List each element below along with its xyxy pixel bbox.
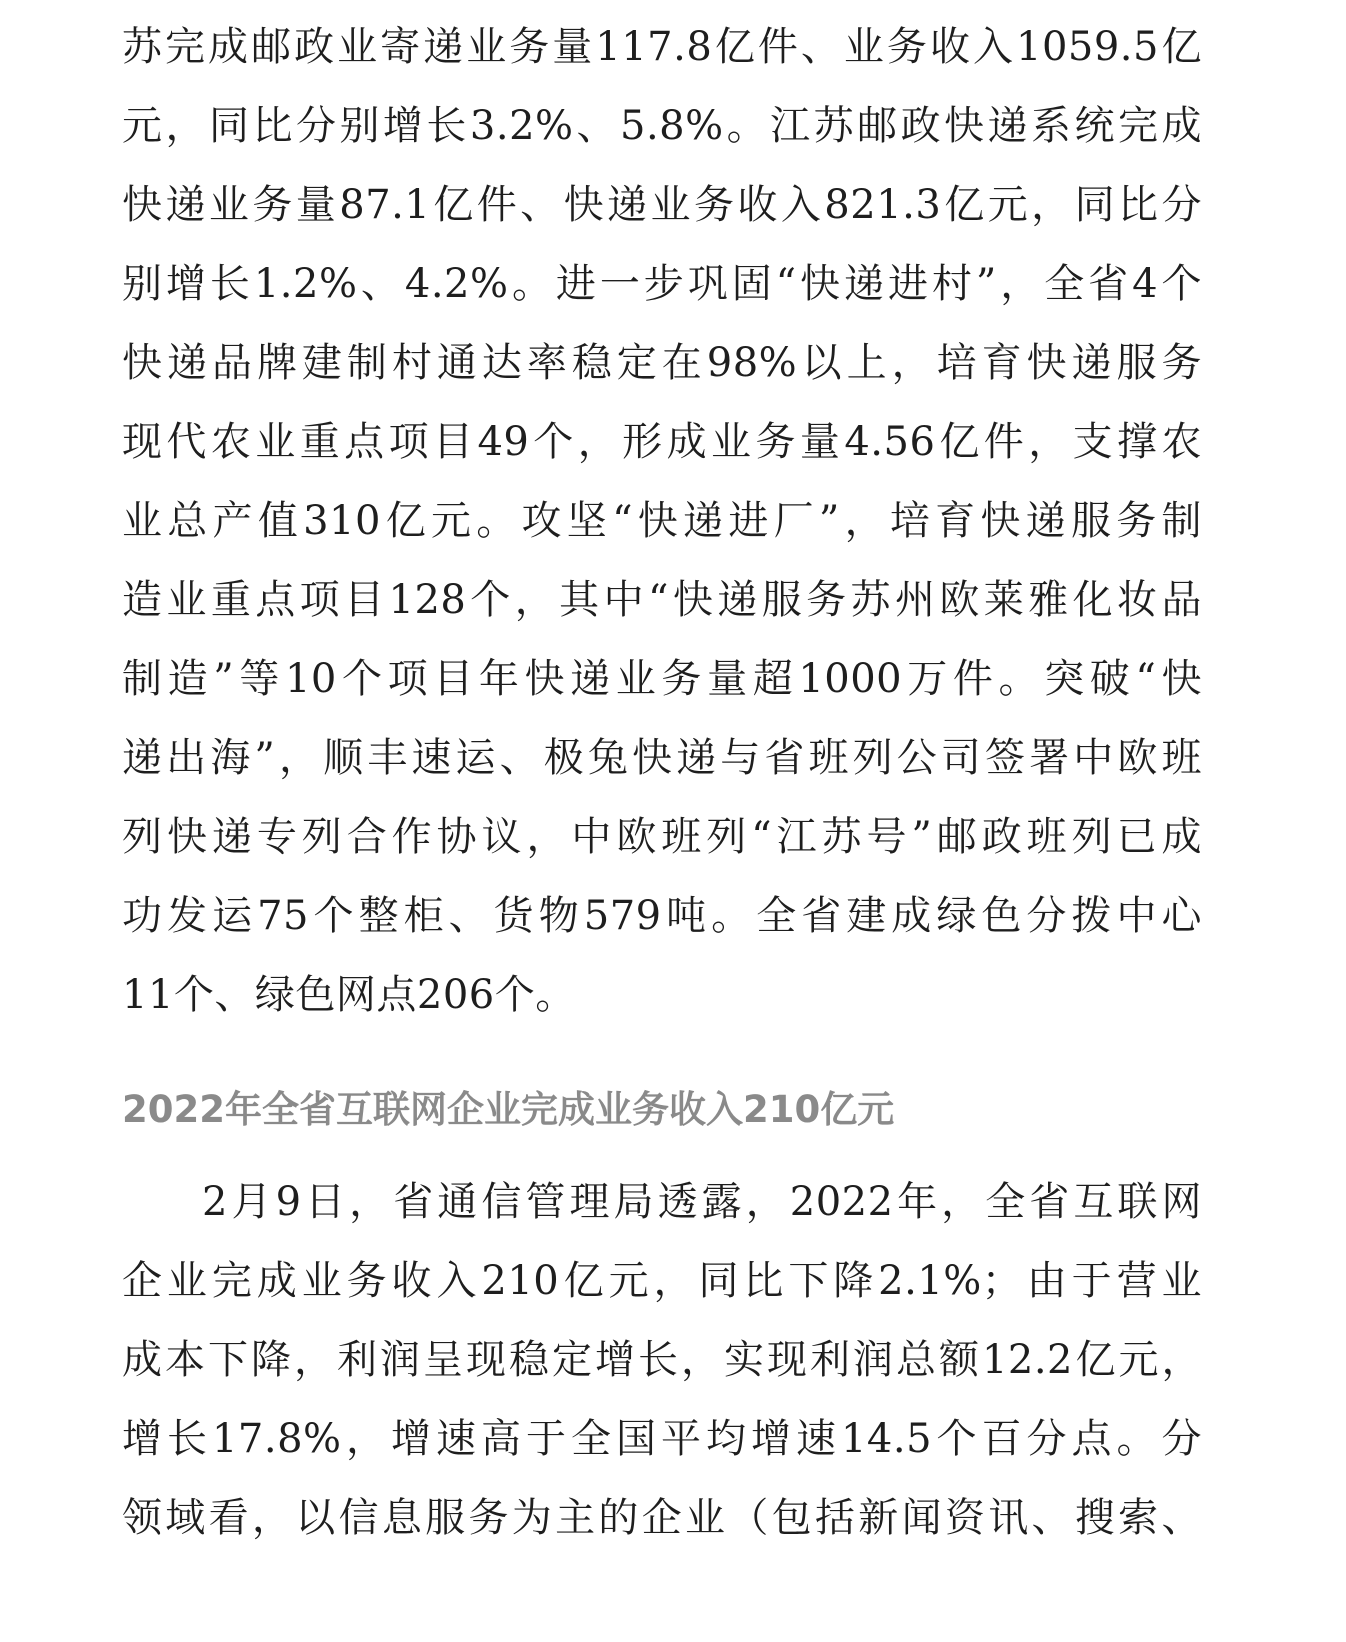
paragraph-line: 现代农业重点项目49个，形成业务量4.56亿件，支撑农 [122, 419, 1202, 465]
paragraph-line: 苏完成邮政业寄递业务量117.8亿件、业务收入1059.5亿 [122, 24, 1202, 70]
paragraph-postal-express [122, 8, 1202, 1035]
paragraph-line: 别增长1.2%、4.2%。进一步巩固“快递进村”，全省4个 [122, 261, 1202, 307]
paragraph-line: 元，同比分别增长3.2%、5.8%。江苏邮政快递系统完成 [122, 103, 1202, 149]
paragraph-line: 快递品牌建制村通达率稳定在98%以上，培育快递服务 [122, 340, 1202, 386]
paragraph-line: 领域看，以信息服务为主的企业（包括新闻资讯、搜索、 [122, 1495, 1202, 1541]
paragraph-line: 成本下降，利润呈现稳定增长，实现利润总额12.2亿元， [122, 1337, 1202, 1383]
paragraph-line: 列快递专列合作协议，中欧班列“江苏号”邮政班列已成 [122, 814, 1202, 860]
paragraph-line: 递出海”，顺丰速运、极兔快递与省班列公司签署中欧班 [122, 735, 1202, 781]
paragraph-line: 快递业务量87.1亿件、快递业务收入821.3亿元，同比分 [122, 182, 1202, 228]
paragraph-line: 2月9日，省通信管理局透露，2022年，全省互联网 [202, 1179, 1202, 1225]
paragraph-internet-enterprises [122, 1163, 1202, 1558]
paragraph-line: 11个、绿色网点206个。 [122, 972, 576, 1018]
paragraph-line: 业总产值310亿元。攻坚“快递进厂”，培育快递服务制 [122, 498, 1202, 544]
paragraph-line: 企业完成业务收入210亿元，同比下降2.1%；由于营业 [122, 1258, 1202, 1304]
paragraph-line: 功发运75个整柜、货物579吨。全省建成绿色分拨中心 [122, 893, 1202, 939]
section-heading: 2022年全省互联网企业完成业务收入210亿元 [122, 1088, 895, 1131]
paragraph-line: 造业重点项目128个，其中“快递服务苏州欧莱雅化妆品 [122, 577, 1202, 623]
paragraph-line: 增长17.8%，增速高于全国平均增速14.5个百分点。分 [122, 1416, 1202, 1462]
paragraph-line: 制造”等10个项目年快递业务量超1000万件。突破“快 [122, 656, 1202, 702]
